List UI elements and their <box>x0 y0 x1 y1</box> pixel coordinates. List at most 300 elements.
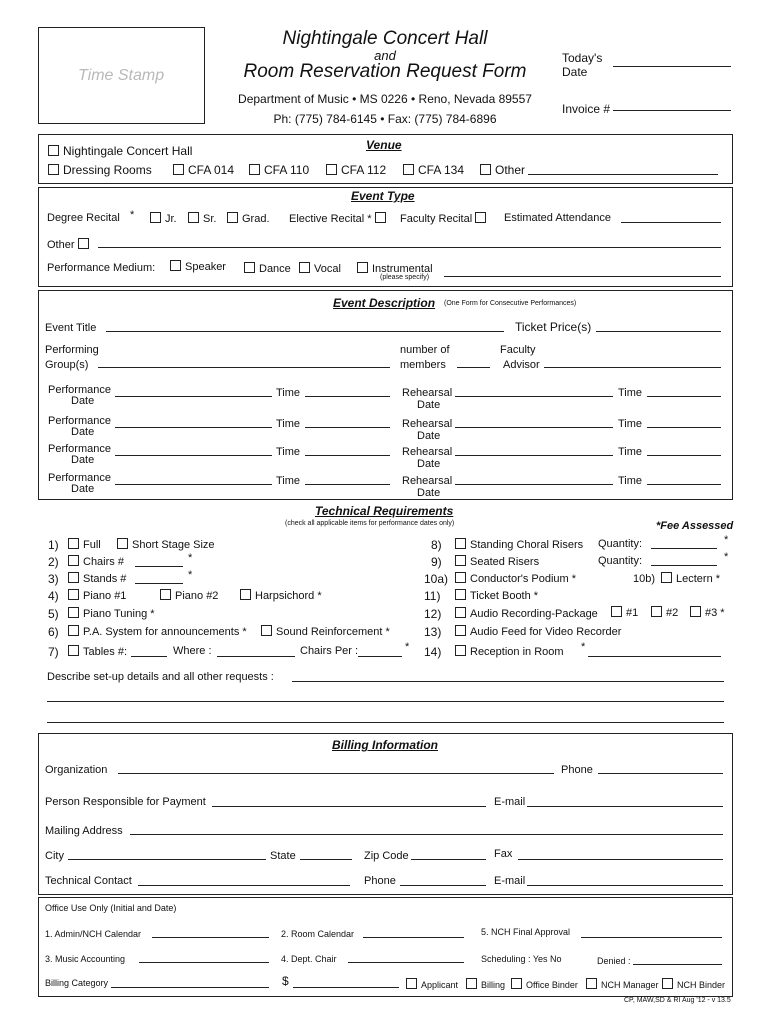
quantity-asterisk-1: * <box>724 534 729 546</box>
checkbox[interactable] <box>261 625 272 636</box>
final-label: 5. NCH Final Approval <box>481 927 571 937</box>
event-title-field[interactable] <box>106 331 504 332</box>
instrumental-field[interactable] <box>444 276 721 277</box>
venue-hall-option[interactable] <box>48 144 192 158</box>
billing-email-field[interactable] <box>527 806 723 807</box>
nch-binder-option[interactable] <box>662 978 725 990</box>
tech-phone-label: Phone <box>364 875 396 887</box>
invoice-label: Invoice # <box>562 102 611 116</box>
sound-label: Sound Reinforcement <box>276 626 383 638</box>
venue-title: Venue <box>366 138 402 152</box>
zip-field[interactable] <box>411 859 486 860</box>
checkbox[interactable] <box>326 164 337 175</box>
tech-note: (check all applicable items for performance dates only) <box>285 520 455 527</box>
venue-cfa110-option[interactable] <box>249 163 309 177</box>
performance-date-label: Date <box>71 454 95 466</box>
vocal-label: Vocal <box>314 263 341 275</box>
performance-time-label: Time <box>276 446 301 458</box>
lectern-label: Lectern <box>676 573 713 585</box>
amount-field[interactable] <box>293 987 399 988</box>
groups-label: Group(s) <box>45 359 89 371</box>
performing-label: Performing <box>45 344 99 356</box>
venue-cfa014-label: CFA 014 <box>188 163 235 177</box>
item-number: 13) <box>424 625 442 639</box>
item-number: 2) <box>48 555 59 569</box>
item-number: 12) <box>424 607 442 621</box>
item-number: 1) <box>48 538 59 552</box>
tech-email-field[interactable] <box>527 885 723 886</box>
piano2-label: Piano #2 <box>175 590 219 602</box>
performance-label: Performance <box>48 384 111 396</box>
degree-asterisk: * <box>130 209 135 221</box>
sr-option[interactable] <box>188 212 216 225</box>
event-other-field[interactable] <box>98 247 721 248</box>
tuning-option[interactable]: Piano Tuning * <box>68 607 155 620</box>
checkbox[interactable] <box>455 538 466 549</box>
dept-phone: Ph: (775) 784-6145 • Fax: (775) 784-6896 <box>273 112 497 126</box>
full-label: Full <box>83 539 101 551</box>
tech-item-9 <box>431 555 442 569</box>
denied-label: Denied : <box>597 956 631 966</box>
tech-contact-field[interactable] <box>138 885 350 886</box>
state-label: State <box>270 850 296 862</box>
checkbox[interactable] <box>651 606 662 617</box>
office-binder-option[interactable] <box>511 978 578 990</box>
performance-date-field[interactable] <box>115 484 272 485</box>
where-label: Where : <box>173 645 212 657</box>
item-number: 14) <box>424 645 442 659</box>
rehearsal-time-field[interactable] <box>647 484 721 485</box>
admin-field[interactable] <box>152 937 269 938</box>
tech-item-3 <box>48 572 59 586</box>
checkbox[interactable] <box>68 572 79 583</box>
booth-label: Ticket Booth <box>470 590 531 602</box>
performance-date-field[interactable] <box>115 396 272 397</box>
attendance-label: Estimated Attendance <box>504 212 612 224</box>
medium-label: Performance Medium: <box>47 262 156 274</box>
item-10b-number: 10b) <box>633 573 656 585</box>
chairs-per-field[interactable] <box>358 656 402 657</box>
chair-label: 4. Dept. Chair <box>281 954 337 964</box>
rehearsal-time-label: Time <box>618 446 643 458</box>
harpsichord-label: Harpsichord <box>255 590 315 602</box>
billing-phone-label: Phone <box>561 764 593 776</box>
seated-label: Seated Risers <box>470 556 540 568</box>
advisor-field[interactable] <box>544 367 721 368</box>
checkbox[interactable] <box>586 978 597 989</box>
mailing-label: Mailing Address <box>45 825 123 837</box>
performance-label: Performance <box>48 443 111 455</box>
standing-label: Standing Choral Risers <box>470 539 584 551</box>
checkbox[interactable] <box>48 164 59 175</box>
checkbox[interactable] <box>150 212 161 223</box>
tech-item-2 <box>48 555 59 569</box>
stands-option[interactable] <box>68 572 126 585</box>
quantity-label-2: Quantity: <box>598 555 643 567</box>
org-label: Organization <box>45 764 108 776</box>
billing-email-label: E-mail <box>494 796 526 808</box>
checkbox[interactable] <box>68 645 79 656</box>
chairs-field[interactable] <box>135 566 183 567</box>
event-type-title: Event Type <box>351 189 415 203</box>
checkbox[interactable] <box>117 538 128 549</box>
checkbox[interactable] <box>466 978 477 989</box>
speaker-option[interactable] <box>170 260 226 273</box>
performance-time-field[interactable] <box>305 455 390 456</box>
checkbox[interactable] <box>249 164 260 175</box>
nch-manager-label: NCH Manager <box>601 980 659 990</box>
recording-3-option[interactable]: #3 * <box>690 606 725 619</box>
nch-manager-option[interactable] <box>586 978 659 990</box>
rehearsal-label: Rehearsal <box>402 475 453 487</box>
dance-option[interactable] <box>244 262 291 275</box>
tech-item-10a <box>424 572 448 586</box>
event-other-option[interactable] <box>47 238 93 251</box>
rehearsal-date-field[interactable] <box>455 427 613 428</box>
rehearsal-time-field[interactable] <box>647 427 721 428</box>
standing-option[interactable] <box>455 538 583 551</box>
rehearsal-time-field[interactable] <box>647 455 721 456</box>
dance-label: Dance <box>259 263 291 275</box>
tech-item-8 <box>431 538 442 552</box>
venue-cfa112-option[interactable] <box>326 163 386 177</box>
performance-time-label: Time <box>276 387 301 399</box>
chairs-option[interactable] <box>68 555 124 568</box>
attendance-field[interactable] <box>621 222 721 223</box>
faculty-label: Faculty Recital <box>400 213 473 225</box>
tech-item-1 <box>48 538 59 552</box>
members-field[interactable] <box>457 367 490 368</box>
mailing-field[interactable] <box>130 834 723 835</box>
room-field[interactable] <box>363 937 464 938</box>
tech-item-11 <box>424 589 440 603</box>
tech-item-4 <box>48 589 59 603</box>
short-label: Short Stage Size <box>132 539 215 551</box>
checkbox[interactable] <box>240 589 251 600</box>
invoice-field[interactable] <box>613 110 731 111</box>
checkbox[interactable] <box>68 625 79 636</box>
full-option[interactable] <box>68 538 101 551</box>
applicant-label: Applicant <box>421 980 459 990</box>
where-field[interactable] <box>217 656 295 657</box>
venue-other-field[interactable] <box>528 174 718 175</box>
reception-option[interactable] <box>455 645 564 658</box>
grad-option[interactable] <box>227 212 270 225</box>
podium-option[interactable]: Conductor's Podium * <box>455 572 576 585</box>
form-title-and: and <box>374 48 396 63</box>
quantity-field-2[interactable] <box>651 565 717 566</box>
pa-label: P.A. System for announcements <box>83 626 240 638</box>
reception-label: Reception in Room <box>470 646 564 658</box>
checkbox[interactable] <box>662 978 673 989</box>
venue-cfa110-label: CFA 110 <box>264 163 310 177</box>
checkbox[interactable] <box>188 212 199 223</box>
performance-time-field[interactable] <box>305 427 390 428</box>
checkbox[interactable] <box>455 607 466 618</box>
item-number: 4) <box>48 589 59 603</box>
please-specify: (please specify) <box>380 274 430 281</box>
ticket-field[interactable] <box>596 331 721 332</box>
checkbox[interactable] <box>48 145 59 156</box>
chairs-asterisk: * <box>188 552 193 564</box>
sr-label: Sr. <box>203 213 217 225</box>
describe-field-2[interactable] <box>47 701 724 702</box>
music-field[interactable] <box>139 962 269 963</box>
checkbox[interactable] <box>455 555 466 566</box>
final-field[interactable] <box>581 937 722 938</box>
advisor-label: Advisor <box>503 359 540 371</box>
performance-label: Performance <box>48 415 111 427</box>
item-number: 5) <box>48 607 59 621</box>
venue-cfa112-label: CFA 112 <box>341 163 387 177</box>
stands-field[interactable] <box>135 583 183 584</box>
piano2-option[interactable] <box>160 589 218 602</box>
checkbox[interactable] <box>375 212 386 223</box>
dollar-sign: $ <box>282 974 289 988</box>
rehearsal-date-field[interactable] <box>455 484 613 485</box>
tables-field[interactable] <box>131 656 167 657</box>
tech-item-7 <box>48 645 59 659</box>
reception-field[interactable] <box>588 656 721 657</box>
item-number: 9) <box>431 555 442 569</box>
quantity-label-1: Quantity: <box>598 538 643 550</box>
performance-label: Performance <box>48 472 111 484</box>
r2-label: #2 <box>666 607 679 619</box>
lectern-option[interactable]: Lectern * <box>661 572 720 585</box>
performance-time-field[interactable] <box>305 396 390 397</box>
org-field[interactable] <box>118 773 554 774</box>
feed-option[interactable] <box>455 625 621 638</box>
jr-option[interactable] <box>150 212 177 225</box>
time-stamp-label: Time Stamp <box>78 67 165 84</box>
sound-option[interactable]: Sound Reinforcement * <box>261 625 390 638</box>
venue-cfa134-option[interactable] <box>403 163 464 177</box>
checkbox[interactable] <box>170 260 181 271</box>
harpsichord-option[interactable]: Harpsichord * <box>240 589 322 602</box>
ticket-label: Ticket Price(s) <box>515 320 592 334</box>
event-description-title: Event Description <box>333 296 436 310</box>
checkbox[interactable] <box>475 212 486 223</box>
item-number: 6) <box>48 625 59 639</box>
billing-cat-field[interactable] <box>111 987 269 988</box>
tech-item-14 <box>424 645 441 659</box>
rehearsal-date-field[interactable] <box>455 396 613 397</box>
performance-date-field[interactable] <box>115 427 272 428</box>
denied-field[interactable] <box>633 964 722 965</box>
r3-label: #3 <box>705 607 718 619</box>
degree-recital-label: Degree Recital <box>47 212 120 224</box>
quantity-asterisk-2: * <box>724 551 729 563</box>
rehearsal-date-label: Date <box>417 458 441 470</box>
elective-option[interactable]: Elective Recital * <box>289 212 390 225</box>
footer-version: CP, MAW,SD & RI Aug '12 - v 13.5 <box>624 997 731 1004</box>
checkbox[interactable] <box>480 164 491 175</box>
performance-date-label: Date <box>71 483 95 495</box>
checkbox[interactable] <box>68 607 79 618</box>
billing-title: Billing Information <box>332 738 438 752</box>
booth-option[interactable]: Ticket Booth * <box>455 589 538 602</box>
grad-label: Grad. <box>242 213 270 225</box>
date-label: Date <box>562 65 588 79</box>
tech-title: Technical Requirements <box>315 504 454 518</box>
event-title-label: Event Title <box>45 322 97 334</box>
venue-cfa134-label: CFA 134 <box>418 163 465 177</box>
elective-label: Elective Recital <box>289 213 365 225</box>
room-label: 2. Room Calendar <box>281 929 355 939</box>
performance-time-field[interactable] <box>305 484 390 485</box>
venue-dressing-option[interactable] <box>48 163 152 177</box>
dept-address: Department of Music • MS 0226 • Reno, Nevada 89557 <box>238 92 532 106</box>
city-field[interactable] <box>68 859 266 860</box>
venue-hall-label: Nightingale Concert Hall <box>63 144 193 158</box>
rehearsal-time-label: Time <box>618 475 643 487</box>
rehearsal-time-field[interactable] <box>647 396 721 397</box>
checkbox[interactable] <box>455 645 466 656</box>
checkbox[interactable] <box>357 262 368 273</box>
event-other-label: Other <box>47 239 75 251</box>
checkbox[interactable] <box>611 606 622 617</box>
tech-phone-field[interactable] <box>400 885 486 886</box>
todays-date-field[interactable] <box>613 66 731 67</box>
tables-option[interactable] <box>68 645 127 658</box>
performance-time-label: Time <box>276 418 301 430</box>
chairs-per-label: Chairs Per : <box>300 645 359 657</box>
rehearsal-date-field[interactable] <box>455 455 613 456</box>
venue-other-option[interactable] <box>480 163 525 177</box>
checkbox[interactable] <box>455 572 466 583</box>
tables-label: Tables #: <box>83 646 128 658</box>
tuning-label: Piano Tuning <box>83 608 148 620</box>
recording-1-option[interactable] <box>611 606 638 619</box>
rehearsal-date-label: Date <box>417 399 441 411</box>
piano1-option[interactable] <box>68 589 126 602</box>
checkbox[interactable] <box>690 606 701 617</box>
scheduling-label: Scheduling : Yes No <box>481 954 562 964</box>
person-field[interactable] <box>212 806 486 807</box>
tech-item-5 <box>48 607 59 621</box>
speaker-label: Speaker <box>185 261 226 273</box>
event-description-note: (One Form for Consecutive Performances) <box>444 300 577 307</box>
tech-email-label: E-mail <box>494 875 526 887</box>
describe-label: Describe set-up details and all other requests : <box>47 671 274 683</box>
billing-option[interactable] <box>466 978 505 990</box>
office-title: Office Use Only (Initial and Date) <box>45 903 177 913</box>
tech-item-13 <box>424 625 441 639</box>
item-number: 11) <box>424 589 441 603</box>
feed-label: Audio Feed for Video Recorder <box>470 626 622 638</box>
jr-label: Jr. <box>165 213 177 225</box>
recording-option[interactable] <box>455 607 598 620</box>
music-label: 3. Music Accounting <box>45 954 126 964</box>
performance-date-field[interactable] <box>115 455 272 456</box>
item-number: 8) <box>431 538 442 552</box>
faculty-option[interactable] <box>400 212 490 225</box>
rehearsal-label: Rehearsal <box>402 418 453 430</box>
office-binder-label: Office Binder <box>526 980 578 990</box>
rehearsal-date-label: Date <box>417 430 441 442</box>
chairs-label: Chairs # <box>83 556 124 568</box>
checkbox[interactable] <box>244 262 255 273</box>
vocal-option[interactable] <box>299 262 341 275</box>
describe-field-1[interactable] <box>292 681 724 682</box>
fax-label: Fax <box>494 848 513 860</box>
fax-field[interactable] <box>518 859 723 860</box>
r1-label: #1 <box>626 607 639 619</box>
checkbox[interactable] <box>403 164 414 175</box>
short-stage-option[interactable] <box>117 538 215 551</box>
venue-dressing-label: Dressing Rooms <box>63 163 152 177</box>
quantity-field-1[interactable] <box>651 548 717 549</box>
chair-field[interactable] <box>348 962 464 963</box>
rehearsal-date-label: Date <box>417 487 441 499</box>
checkbox[interactable] <box>455 625 466 636</box>
form-title-2: Room Reservation Request Form <box>243 61 527 82</box>
checkbox[interactable] <box>68 555 79 566</box>
venue-other-label: Other <box>495 163 526 177</box>
billing-check-label: Billing <box>481 980 506 990</box>
state-field[interactable] <box>300 859 352 860</box>
checkbox[interactable] <box>661 572 672 583</box>
instrumental-label: Instrumental <box>372 263 433 275</box>
performance-time-label: Time <box>276 475 301 487</box>
members-label: members <box>400 359 446 371</box>
stands-label: Stands # <box>83 573 127 585</box>
describe-field-3[interactable] <box>47 722 724 723</box>
recording-2-option[interactable] <box>651 606 678 619</box>
checkbox[interactable] <box>299 262 310 273</box>
item-number: 7) <box>48 645 59 659</box>
pa-option[interactable]: P.A. System for announcements * <box>68 625 247 638</box>
checkbox[interactable] <box>78 238 89 249</box>
todays-label: Today's <box>562 51 603 65</box>
billing-cat-label: Billing Category <box>45 978 109 988</box>
recording-label: Audio Recording-Package <box>470 608 598 620</box>
rehearsal-time-label: Time <box>618 418 643 430</box>
groups-field[interactable] <box>98 367 390 368</box>
checkbox[interactable] <box>227 212 238 223</box>
piano1-label: Piano #1 <box>83 590 127 602</box>
checkbox[interactable] <box>68 589 79 600</box>
reception-asterisk: * <box>581 641 586 653</box>
applicant-option[interactable] <box>406 978 458 990</box>
number-of-label: number of <box>400 344 450 356</box>
billing-section <box>38 733 733 895</box>
tech-item-12 <box>424 607 441 621</box>
tech-contact-label: Technical Contact <box>45 875 132 887</box>
checkbox[interactable] <box>160 589 171 600</box>
faculty-label-desc: Faculty <box>500 344 536 356</box>
checkbox[interactable] <box>68 538 79 549</box>
checkbox[interactable] <box>173 164 184 175</box>
venue-cfa014-option[interactable] <box>173 163 234 177</box>
rehearsal-label: Rehearsal <box>402 387 453 399</box>
checkbox[interactable] <box>511 978 522 989</box>
item-number: 10a) <box>424 572 449 586</box>
stands-asterisk: * <box>188 569 193 581</box>
nch-binder-label: NCH Binder <box>677 980 726 990</box>
checkbox[interactable] <box>455 589 466 600</box>
tech-item-6 <box>48 625 59 639</box>
item-number: 3) <box>48 572 59 586</box>
podium-label: Conductor's Podium <box>470 573 569 585</box>
checkbox[interactable] <box>406 978 417 989</box>
person-label: Person Responsible for Payment <box>45 796 206 808</box>
performance-date-label: Date <box>71 426 95 438</box>
billing-phone-field[interactable] <box>598 773 723 774</box>
seated-option[interactable] <box>455 555 539 568</box>
form-title-1: Nightingale Concert Hall <box>282 28 488 49</box>
admin-label: 1. Admin/NCH Calendar <box>45 929 142 939</box>
